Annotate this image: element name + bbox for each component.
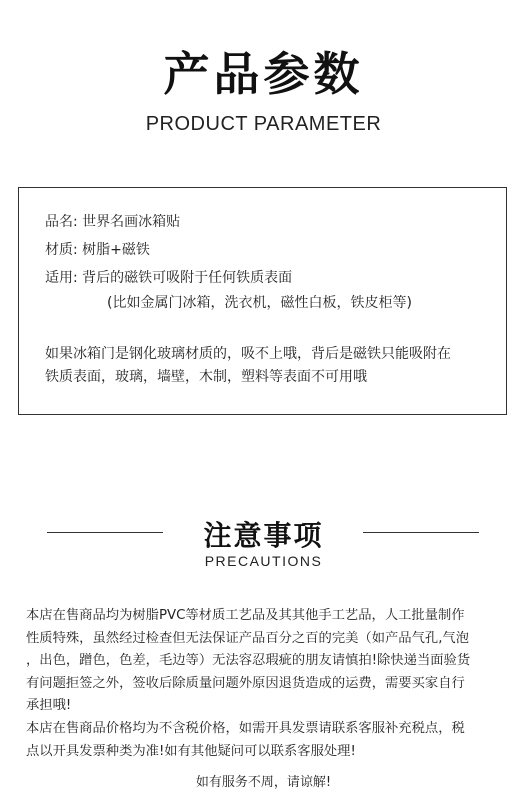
param-note-line: 如果冰箱门是钢化玻璃材质的，吸不上哦，背后是磁铁只能吸附在	[45, 346, 451, 362]
param-label-name: 品名:	[45, 214, 78, 230]
divider-right	[363, 532, 479, 533]
footer-note: 如有服务不周，请谅解!	[195, 775, 332, 790]
param-usage-example: (比如金属门冰箱，洗衣机，磁性白板，铁皮柜等)	[107, 295, 412, 311]
precautions-line: 本店在售商品价格均为不含税价格，如需开具发票请联系客服补充税点，税	[26, 720, 465, 736]
precautions-line: 点以开具发票种类为准!如有其他疑问可以联系客服处理!	[26, 743, 356, 759]
precautions-line: 有问题拒签之外，签收后除质量问题外原因退货造成的运费，需要买家自行	[26, 675, 465, 691]
precautions-body	[26, 605, 496, 763]
param-label-material: 材质:	[45, 242, 78, 258]
param-row-usage	[45, 267, 292, 287]
param-value-material: 树脂+磁铁	[82, 242, 150, 258]
precautions-line: 本店在售商品均为树脂PVC等材质工艺品及其其他手工艺品，人工批量制作	[26, 608, 465, 623]
param-note	[45, 343, 485, 389]
param-row-name	[45, 211, 180, 231]
parameter-box	[18, 187, 507, 415]
precautions-line: 性质特殊，虽然经过检查但无法保证产品百分之百的完美（如产品气孔,气泡	[26, 630, 470, 646]
param-row-material	[45, 239, 150, 259]
precautions-subtitle: PRECAUTIONS	[204, 553, 323, 569]
param-value-usage: 背后的磁铁可吸附于任何铁质表面	[82, 270, 293, 286]
precautions-title: 注意事项	[203, 519, 324, 552]
precautions-line: ，出色，蹭色，色差，毛边等）无法容忍瑕疵的朋友请慎拍!除快递当面验货	[26, 653, 471, 669]
page-subtitle: PRODUCT PARAMETER	[145, 113, 382, 135]
param-value-name: 世界名画冰箱贴	[82, 214, 181, 230]
param-label-usage: 适用:	[45, 270, 78, 286]
precautions-line: 承担哦!	[26, 698, 72, 714]
param-note-line: 铁质表面，玻璃，墙壁，木制，塑料等表面不可用哦	[45, 369, 367, 385]
page-title: 产品参数	[163, 47, 364, 101]
